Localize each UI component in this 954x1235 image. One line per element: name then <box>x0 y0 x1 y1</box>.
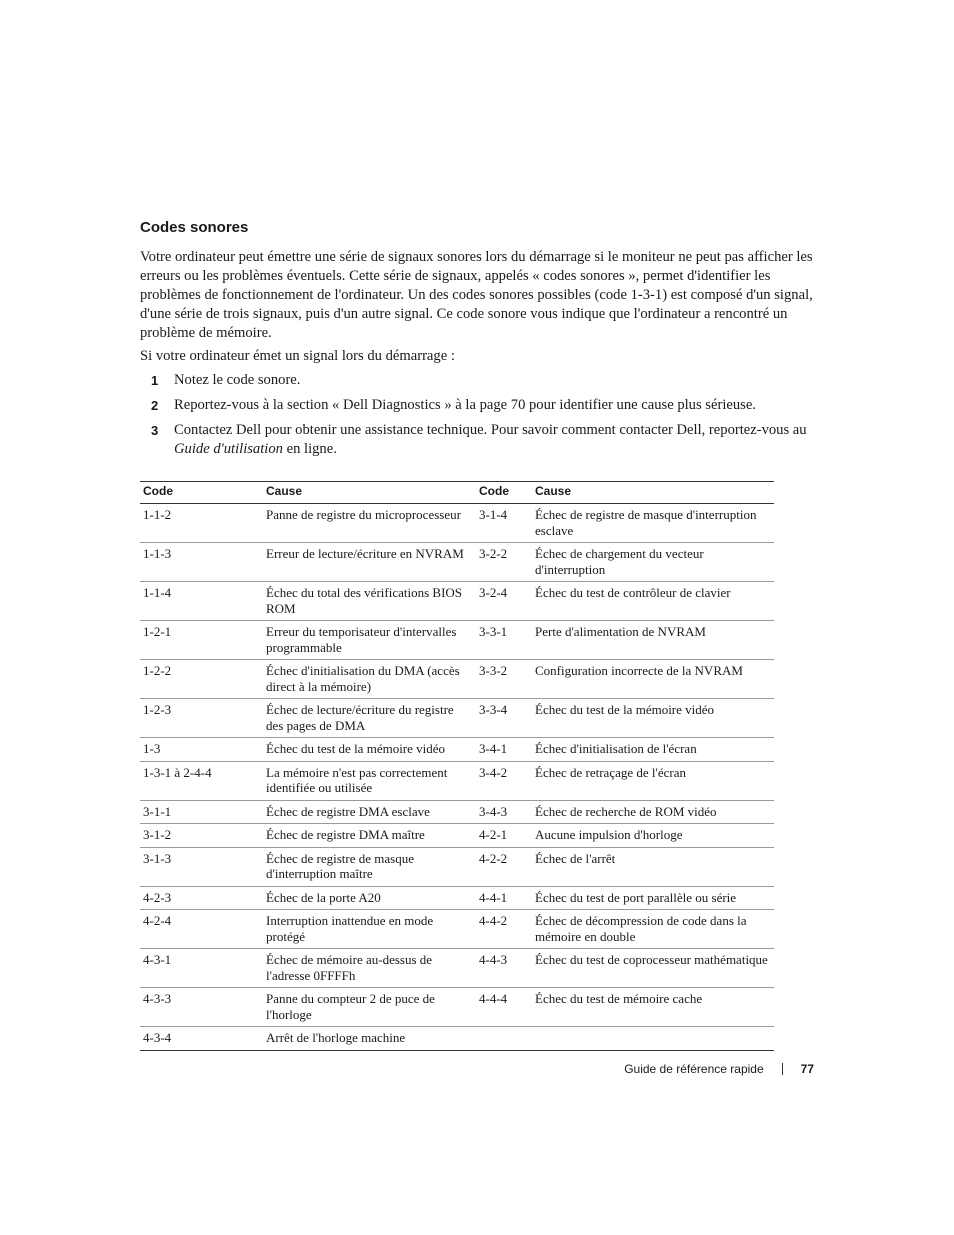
cell-code <box>476 1027 532 1051</box>
cell-code: 1-1-2 <box>140 504 263 543</box>
cell-code: 4-3-3 <box>140 988 263 1027</box>
step-text: Notez le code sonore. <box>174 372 301 388</box>
cell-cause <box>532 1027 774 1051</box>
cell-code: 1-2-1 <box>140 621 263 660</box>
cell-code: 4-2-4 <box>140 910 263 949</box>
cell-cause: Échec du test de la mémoire vidéo <box>532 699 774 738</box>
intro-paragraph: Votre ordinateur peut émettre une série de signaux sonores lors du démarrage si le moniteur ne peut pas afficher les erreurs ou les problèmes éventuels. Cette série de signaux, appelés « codes sonores », permet d'identifier les problèmes de fonctionnement de l'ordinateur. Un des codes sonores possibles (code 1-3-1) est composé d'un signal, d'une série de trois signaux, puis d'un autre signal. Ce code sonore vous indique que l'ordinateur a rencontré un problème de mémoire. <box>140 249 813 341</box>
table-row <box>140 824 774 848</box>
table-row <box>140 886 774 910</box>
cell-code: 4-2-2 <box>476 847 532 886</box>
cell-cause: Échec de lecture/écriture du registre des pages de DMA <box>263 699 476 738</box>
cell-code: 3-4-3 <box>476 800 532 824</box>
lead-paragraph: Si votre ordinateur émet un signal lors du démarrage : <box>140 348 455 364</box>
cell-code: 1-3-1 à 2-4-4 <box>140 761 263 800</box>
cell-code: 3-1-2 <box>140 824 263 848</box>
cell-cause: Échec du test de contrôleur de clavier <box>532 582 774 621</box>
cell-code: 4-4-3 <box>476 949 532 988</box>
steps-list <box>140 371 816 459</box>
cell-cause: Perte d'alimentation de NVRAM <box>532 621 774 660</box>
table-row <box>140 699 774 738</box>
cell-cause: Échec de mémoire au-dessus de l'adresse 0FFFFh <box>263 949 476 988</box>
page-footer <box>624 1062 814 1076</box>
step-text: Contactez Dell pour obtenir une assistance technique. Pour savoir comment contacter Dell, reportez-vous au <box>174 422 807 438</box>
cell-cause: Panne du compteur 2 de puce de l'horloge <box>263 988 476 1027</box>
cell-cause: Échec de retraçage de l'écran <box>532 761 774 800</box>
cell-cause: Échec d'initialisation de l'écran <box>532 738 774 762</box>
step-text: Reportez-vous à la section « Dell Diagnostics » à la page 70 pour identifier une cause plus sérieuse. <box>174 397 756 413</box>
cell-cause: Échec de recherche de ROM vidéo <box>532 800 774 824</box>
header-cause: Cause <box>532 482 774 504</box>
cell-code: 4-4-4 <box>476 988 532 1027</box>
cell-code: 1-2-2 <box>140 660 263 699</box>
cell-cause: Échec de l'arrêt <box>532 847 774 886</box>
cell-cause: Configuration incorrecte de la NVRAM <box>532 660 774 699</box>
cell-cause: Erreur de lecture/écriture en NVRAM <box>263 543 476 582</box>
cell-code: 4-4-2 <box>476 910 532 949</box>
table-row <box>140 504 774 543</box>
header-code: Code <box>476 482 532 504</box>
footer-title: Guide de référence rapide <box>624 1062 764 1076</box>
cell-cause: Échec de décompression de code dans la mémoire en double <box>532 910 774 949</box>
table-row <box>140 949 774 988</box>
cell-code: 4-2-3 <box>140 886 263 910</box>
table-header-row <box>140 482 774 504</box>
cell-cause: Échec de registre DMA maître <box>263 824 476 848</box>
cell-cause: Échec du test de port parallèle ou série <box>532 886 774 910</box>
table-row <box>140 988 774 1027</box>
cell-cause: Échec du test de la mémoire vidéo <box>263 738 476 762</box>
cell-cause: Échec du total des vérifications BIOS ROM <box>263 582 476 621</box>
cell-code: 3-1-4 <box>476 504 532 543</box>
cell-cause: Arrêt de l'horloge machine <box>263 1027 476 1051</box>
cell-cause: Erreur du temporisateur d'intervalles programmable <box>263 621 476 660</box>
cell-cause: Aucune impulsion d'horloge <box>532 824 774 848</box>
cell-code: 3-3-1 <box>476 621 532 660</box>
cell-code: 1-2-3 <box>140 699 263 738</box>
cell-code: 1-1-4 <box>140 582 263 621</box>
cell-code: 4-4-1 <box>476 886 532 910</box>
table-row <box>140 543 774 582</box>
table-row <box>140 738 774 762</box>
cell-cause: Échec du test de coprocesseur mathématique <box>532 949 774 988</box>
cell-code: 3-2-2 <box>476 543 532 582</box>
step-number: 3 <box>151 423 159 438</box>
cell-cause: Panne de registre du microprocesseur <box>263 504 476 543</box>
table-row <box>140 621 774 660</box>
step-item <box>140 371 816 390</box>
cell-code: 4-3-1 <box>140 949 263 988</box>
cell-code: 3-4-1 <box>476 738 532 762</box>
table-row <box>140 582 774 621</box>
cell-cause: Échec de chargement du vecteur d'interruption <box>532 543 774 582</box>
cell-cause: Échec de registre DMA esclave <box>263 800 476 824</box>
cell-cause: Interruption inattendue en mode protégé <box>263 910 476 949</box>
step-number: 1 <box>151 373 159 388</box>
cell-code: 4-2-1 <box>476 824 532 848</box>
cell-code: 3-4-2 <box>476 761 532 800</box>
step-number: 2 <box>151 398 159 413</box>
cell-code: 3-2-4 <box>476 582 532 621</box>
page-number: 77 <box>800 1062 814 1076</box>
cell-code: 3-3-4 <box>476 699 532 738</box>
table-row <box>140 910 774 949</box>
section-title: Codes sonores <box>140 219 249 236</box>
table-row <box>140 761 774 800</box>
header-cause: Cause <box>263 482 476 504</box>
cell-code: 4-3-4 <box>140 1027 263 1051</box>
cell-cause: Échec de registre de masque d'interruption esclave <box>532 504 774 543</box>
cell-code: 3-3-2 <box>476 660 532 699</box>
cell-cause: Échec de la porte A20 <box>263 886 476 910</box>
cell-cause: Échec du test de mémoire cache <box>532 988 774 1027</box>
cell-code: 1-3 <box>140 738 263 762</box>
cell-cause: La mémoire n'est pas correctement identifiée ou utilisée <box>263 761 476 800</box>
cell-code: 3-1-3 <box>140 847 263 886</box>
beep-codes-table <box>140 481 774 1051</box>
cell-code: 3-1-1 <box>140 800 263 824</box>
cell-cause: Échec d'initialisation du DMA (accès direct à la mémoire) <box>263 660 476 699</box>
footer-separator <box>782 1063 783 1075</box>
header-code: Code <box>140 482 263 504</box>
table-body <box>140 504 774 1051</box>
cell-code: 1-1-3 <box>140 543 263 582</box>
table-row <box>140 1027 774 1051</box>
guide-title-italic: Guide d'utilisation <box>174 441 283 457</box>
cell-cause: Échec de registre de masque d'interruption maître <box>263 847 476 886</box>
step-text-end: en ligne. <box>282 441 337 457</box>
step-item <box>140 421 816 459</box>
table-row <box>140 800 774 824</box>
step-item <box>140 396 816 415</box>
table-row <box>140 660 774 699</box>
table-row <box>140 847 774 886</box>
